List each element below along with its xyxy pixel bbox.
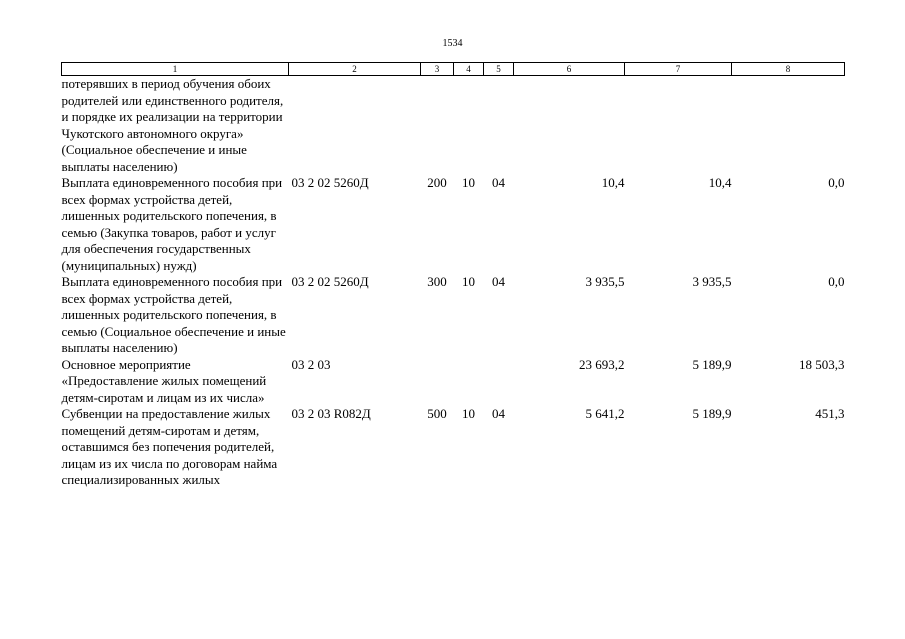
column-header: 6 bbox=[514, 63, 625, 76]
row-col6-cell: 3 935,5 bbox=[585, 274, 625, 289]
row-col5-cell bbox=[484, 357, 514, 407]
row-col3-cell bbox=[421, 76, 454, 176]
column-number-header-row bbox=[62, 63, 845, 76]
column-header: 5 bbox=[484, 63, 514, 76]
column-header: 1 bbox=[62, 63, 289, 76]
row-name-cell: Выплата единовременного пособия при всех формах устройства детей, лишенных родительского попечения, в семью (Закупка товаров, работ и услуг для обеспечения государственных (муниципальных) нужд) bbox=[61, 175, 283, 273]
row-col8-cell bbox=[732, 76, 845, 176]
row-col5-cell: 04 bbox=[492, 406, 505, 421]
row-col7-cell bbox=[625, 76, 732, 176]
budget-table bbox=[61, 62, 845, 489]
row-col6-cell: 23 693,2 bbox=[579, 356, 625, 372]
row-col8-cell: 0,0 bbox=[828, 175, 845, 190]
row-col8-cell: 451,3 bbox=[815, 406, 845, 421]
row-col7-cell: 3 935,5 bbox=[692, 274, 732, 289]
row-col4-cell bbox=[454, 76, 484, 176]
table-row bbox=[62, 406, 845, 489]
column-header: 3 bbox=[421, 63, 454, 76]
row-name-cell: Выплата единовременного пособия при всех формах устройства детей, лишенных родительского попечения, в семью (Социальное обеспечение и иные выплаты населению) bbox=[61, 274, 286, 355]
row-col4-cell bbox=[454, 357, 484, 407]
row-col7-cell: 5 189,9 bbox=[692, 356, 732, 372]
row-col4-cell: 10 bbox=[462, 406, 475, 421]
row-code-cell: 03 2 02 5260Д bbox=[291, 274, 369, 289]
page-number: 1534 bbox=[442, 38, 463, 49]
row-col8-cell: 0,0 bbox=[828, 274, 845, 289]
row-name-cell: потерявших в период обучения обоих родителей или единственного родителя, и порядке их реализации на территории Чукотского автономного округа» (Социальное обеспечение и иные выплаты населению) bbox=[61, 76, 284, 174]
row-code-cell: 03 2 03 bbox=[291, 356, 331, 372]
row-name-cell: Субвенции на предоставление жилых помещений детям-сиротам и детям, оставшимся без попечения родителей, лицам из их числа по договорам найма специализированных жилых bbox=[61, 406, 278, 487]
column-header: 8 bbox=[732, 63, 845, 76]
row-code-cell: 03 2 03 R082Д bbox=[291, 406, 371, 421]
table-row bbox=[62, 274, 845, 357]
row-col4-cell: 10 bbox=[462, 274, 475, 289]
row-col7-cell: 10,4 bbox=[708, 175, 732, 190]
row-col6-cell: 5 641,2 bbox=[585, 406, 625, 421]
row-name-cell: Основное мероприятие «Предоставление жилых помещений детям-сиротам и лицам из их числа» bbox=[61, 356, 267, 405]
row-col3-cell: 300 bbox=[427, 274, 447, 289]
row-code-cell bbox=[289, 76, 421, 176]
row-col6-cell bbox=[514, 76, 625, 176]
row-col5-cell bbox=[484, 76, 514, 176]
column-header: 7 bbox=[625, 63, 732, 76]
row-col5-cell: 04 bbox=[492, 175, 505, 190]
table-row bbox=[62, 76, 845, 176]
table-row bbox=[62, 357, 845, 407]
row-col6-cell: 10,4 bbox=[601, 175, 625, 190]
column-header: 2 bbox=[289, 63, 421, 76]
row-col3-cell: 500 bbox=[427, 406, 447, 421]
row-col5-cell: 04 bbox=[492, 274, 505, 289]
table-row bbox=[62, 175, 845, 274]
row-col7-cell: 5 189,9 bbox=[692, 406, 732, 421]
row-code-cell: 03 2 02 5260Д bbox=[291, 175, 369, 190]
row-col3-cell bbox=[421, 357, 454, 407]
row-col8-cell: 18 503,3 bbox=[799, 356, 845, 372]
row-col4-cell: 10 bbox=[462, 175, 475, 190]
row-col3-cell: 200 bbox=[427, 175, 447, 190]
column-header: 4 bbox=[454, 63, 484, 76]
